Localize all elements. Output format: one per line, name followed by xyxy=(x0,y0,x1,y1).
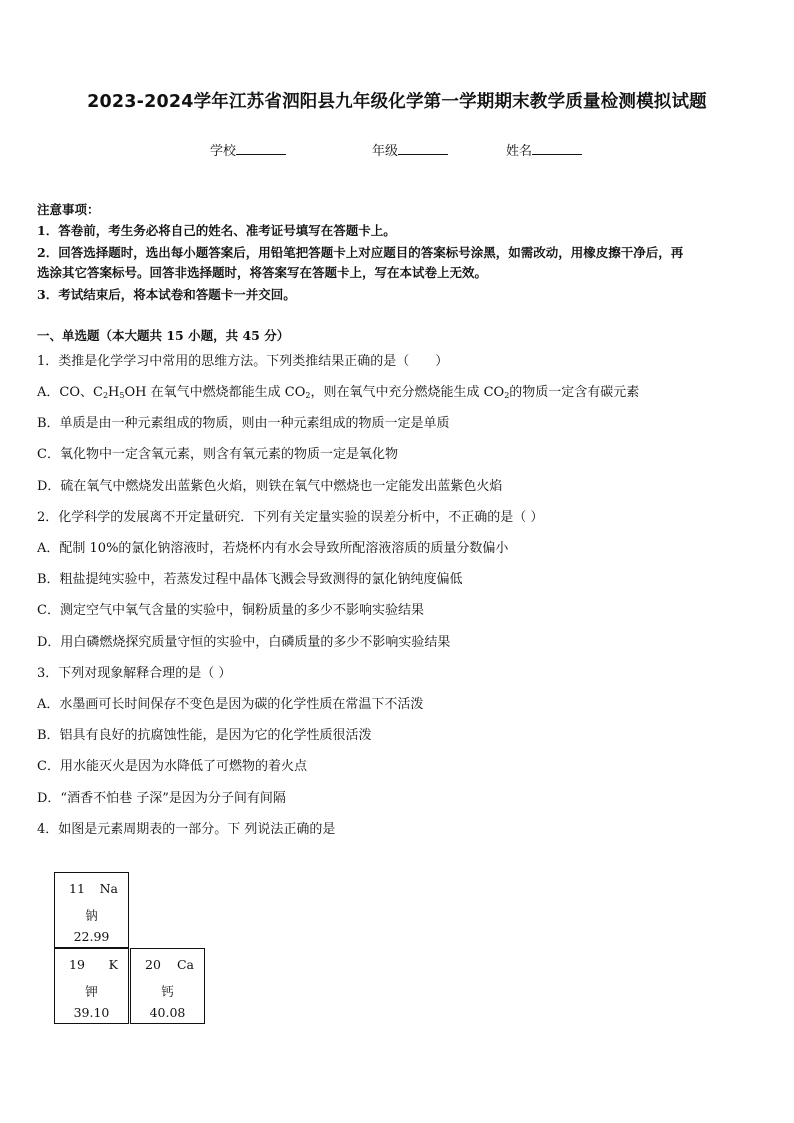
name-label: 姓名 xyxy=(506,144,533,159)
atomic-number: 20 xyxy=(145,957,161,972)
option-c: C．用水能灭火是因为水降低了可燃物的着火点 xyxy=(37,759,307,774)
notice-item: 2．回答选择题时，选出每小题答案后，用铅笔把答题卡上对应题目的答案标号涂黑，如需改动，用橡皮擦干净后，再 xyxy=(37,245,684,260)
school-label: 学校 xyxy=(210,144,237,159)
question-stem: 3．下列对现象解释合理的是（ ） xyxy=(37,666,232,681)
option-b: B．粗盐提纯实验中，若蒸发过程中晶体飞溅会导致测得的氯化钠纯度偏低 xyxy=(37,572,463,587)
atomic-number: 11 xyxy=(69,881,85,896)
option-a: A．CO、$C_2H_5OH$ 在氧气中燃烧都能生成 $CO_2$，则在氧气中充分燃烧能生成 $CO_2$的物质一定含有碳元素 xyxy=(37,385,640,400)
notice-heading: 注意事项： xyxy=(37,202,100,217)
option-a: A．水墨画可长时间保存不变色是因为碳的化学性质在常温下不活泼 xyxy=(37,697,424,712)
element-cell-na xyxy=(54,872,129,948)
notice-item: 1．答卷前，考生务必将自己的姓名、准考证号填写在答题卡上。 xyxy=(37,223,396,238)
element-cell-k xyxy=(54,948,129,1024)
section-heading: 一、单选题（本大题共 15 小题，共 45 分） xyxy=(37,328,290,343)
element-symbol: Na xyxy=(99,881,118,896)
option-c: C．氧化物中一定含氧元素，则含有氧元素的物质一定是氧化物 xyxy=(37,447,398,462)
atomic-mass: 40.08 xyxy=(149,1005,186,1020)
atomic-mass: 39.10 xyxy=(73,1005,110,1020)
option-c: C．测定空气中氧气含量的实验中，铜粉质量的多少不影响实验结果 xyxy=(37,603,424,618)
notice-item: 3．考试结束后，将本试卷和答题卡一并交回。 xyxy=(37,287,296,302)
element-cell-ca xyxy=(130,948,205,1024)
name-field xyxy=(506,140,582,159)
option-a: A．配制 10%的氯化钠溶液时，若烧杯内有水会导致所配溶液溶质的质量分数偏小 xyxy=(37,541,509,556)
school-blank xyxy=(236,142,286,155)
question-stem: 1．类推是化学学习中常用的思维方法。下列类推结果正确的是（ ） xyxy=(37,354,449,369)
element-name: 钙 xyxy=(161,984,174,999)
page-title: 2023-2024学年江苏省泗阳县九年级化学第一学期期末教学质量检测模拟试题 xyxy=(87,92,707,112)
option-d: D．硫在氧气中燃烧发出蓝紫色火焰，则铁在氧气中燃烧也一定能发出蓝紫色火焰 xyxy=(37,479,503,494)
question-stem: 2．化学科学的发展离不开定量研究．下列有关定量实验的误差分析中，不正确的是（ ） xyxy=(37,510,544,525)
notice-item: 选涂其它答案标号。回答非选择题时，将答案写在答题卡上，写在本试卷上无效。 xyxy=(37,265,488,280)
element-symbol: Ca xyxy=(176,957,194,972)
element-name: 钠 xyxy=(85,908,98,923)
element-name: 钾 xyxy=(85,984,98,999)
name-blank xyxy=(532,142,582,155)
element-symbol: K xyxy=(108,957,118,972)
question-stem: 4．如图是元素周期表的一部分。下 列说法正确的是 xyxy=(37,822,336,837)
school-field xyxy=(210,140,286,159)
grade-field xyxy=(372,140,448,159)
option-d: D．“酒香不怕巷 子深”是因为分子间有间隔 xyxy=(37,791,286,806)
grade-label: 年级 xyxy=(372,144,399,159)
option-b: B．单质是由一种元素组成的物质，则由一种元素组成的物质一定是单质 xyxy=(37,416,450,431)
grade-blank xyxy=(398,142,448,155)
option-b: B．铝具有良好的抗腐蚀性能，是因为它的化学性质很活泼 xyxy=(37,728,372,743)
option-d: D．用白磷燃烧探究质量守恒的实验中，白磷质量的多少不影响实验结果 xyxy=(37,635,451,650)
atomic-mass: 22.99 xyxy=(73,929,110,944)
atomic-number: 19 xyxy=(69,957,85,972)
